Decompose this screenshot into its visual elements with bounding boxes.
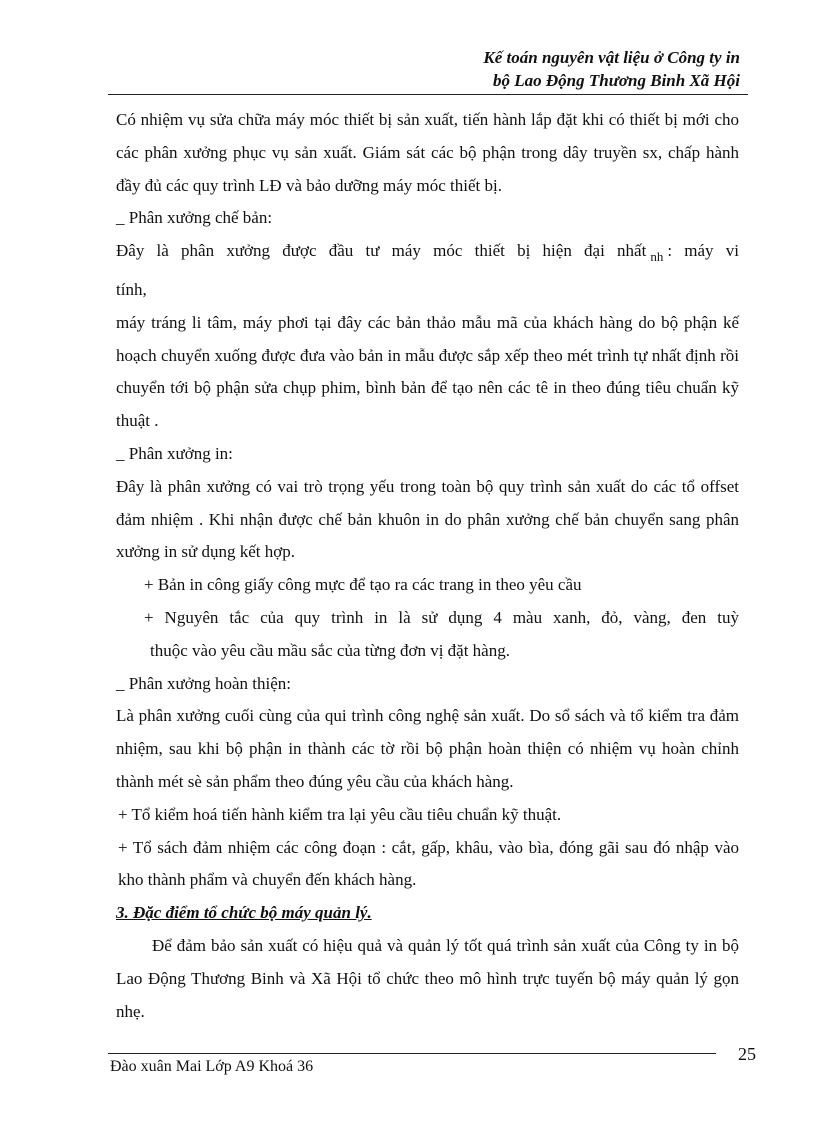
prepress-intro-text: Đây là phân xưởng được đầu tư máy móc thiết bị hiện đại nhất: [116, 241, 647, 261]
footer-divider: [108, 1053, 716, 1054]
footer-author: Đào xuân Mai Lớp A9 Khoá 36: [110, 1058, 314, 1075]
paragraph-prepress-detail: máy tráng li tâm, máy phơi tại đây các bản thảo mẫu mã của khách hàng do bộ phận kế hoạch chuyển xuống được đưa vào bản in mẫu được sắp xếp theo mét trình tự nhất định rồi chuyển tới bộ phận sửa chụp phim, bình bản để tạo nên các tê in theo đúng tiêu chuẩn kỹ thuật .: [116, 312, 739, 431]
header-line-2: bộ Lao Động Thương Binh Xã Hội: [493, 71, 740, 90]
prepress-intro-wrap: tính,: [116, 279, 147, 299]
header-line-1: Kế toán nguyên vật liệu ở Công ty in: [483, 48, 740, 67]
header-divider: [108, 94, 748, 95]
section-heading-3: 3. Đặc điểm tổ chức bộ máy quản lý.: [116, 903, 372, 923]
paragraph-prepress-intro: [116, 235, 739, 274]
running-header: [340, 46, 740, 92]
bullet-finishing-1: + Tổ kiểm hoá tiến hành kiểm tra lại yêu cầu tiêu chuẩn kỹ thuật.: [118, 804, 562, 824]
section-title-finishing: _ Phân xưởng hoàn thiện:: [116, 673, 291, 693]
bullet-printing-2-continued: thuộc vào yêu cầu mầu sắc của từng đơn vị đặt hàng.: [150, 640, 510, 660]
prepress-intro-tail: : máy vi: [667, 241, 739, 261]
page-number: 25: [738, 1044, 756, 1064]
bullet-finishing-2: + Tổ sách đảm nhiệm các công đoạn : cắt, gấp, khâu, vào bìa, đóng gãi sau đó nhập vào kho thành phẩm và chuyển đến khách hàng.: [118, 837, 739, 890]
section-title-prepress: _ Phân xưởng chế bản:: [116, 208, 273, 228]
subscript-note: nh: [650, 249, 664, 265]
bullet-printing-1: + Bản in công giấy công mực để tạo ra các trang in theo yêu cầu: [144, 575, 582, 595]
page-body: [116, 104, 739, 1028]
paragraph-management: Để đảm bảo sản xuất có hiệu quả và quản lý tốt quá trình sản xuất của Công ty in bộ Lao Động Thương Binh và Xã Hội tổ chức theo mô hình trực tuyến bộ máy quản lý gọn nhẹ.: [116, 935, 739, 1021]
paragraph-maintenance: Có nhiệm vụ sửa chữa máy móc thiết bị sản xuất, tiến hành lắp đặt khi có thiết bị mới cho các phân xưởng phục vụ sản xuất. Giám sát các bộ phận trong dây truyền sx, chấp hành đầy đủ các quy trình LĐ và bảo dưỡng máy móc thiết bị.: [116, 110, 739, 195]
paragraph-finishing: Là phân xưởng cuối cùng của qui trình công nghệ sản xuất. Do sổ sách và tổ kiểm tra đảm nhiệm, sau khi bộ phận in thành các tờ rồi bộ phận hoàn thiện có nhiệm vụ hoàn chỉnh thành mét sè sản phẩm theo đúng yêu cầu của khách hàng.: [116, 706, 739, 791]
section-title-printing: _ Phân xưởng in:: [116, 443, 233, 463]
bullet-printing-2: + Nguyên tắc của quy trình in là sử dụng 4 màu xanh, đỏ, vàng, đen tuỳ: [144, 607, 739, 627]
paragraph-printing: Đây là phân xưởng có vai trò trọng yếu trong toàn bộ quy trình sản xuất do các tổ offset đảm nhiệm . Khi nhận được chế bản khuôn in do phân xưởng chế bản chuyển sang phân xưởng in sử dụng kết hợp.: [116, 476, 739, 562]
